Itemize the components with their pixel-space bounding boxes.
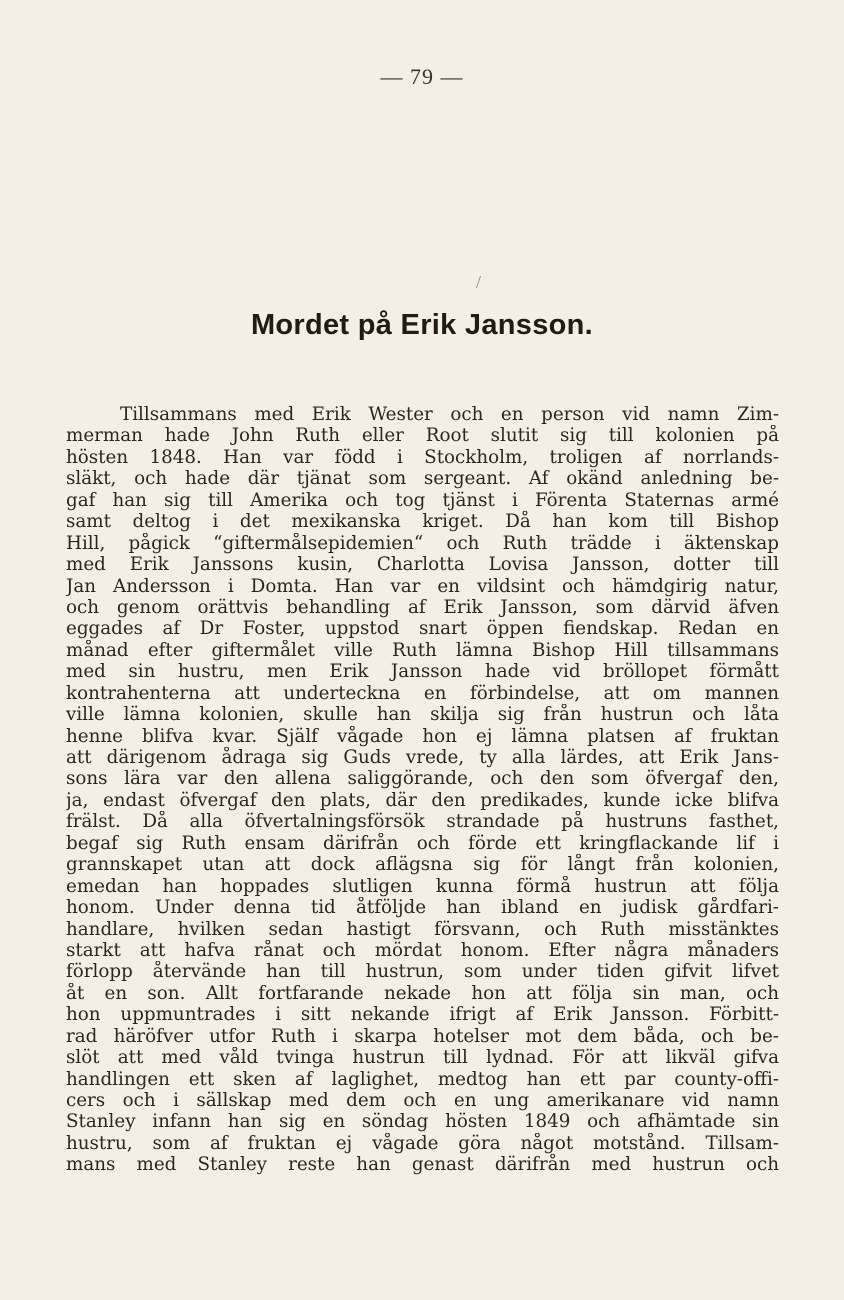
page-number: — 79 — [380, 64, 464, 89]
text-line: emedan han hoppades slutligen kunna förmå hustrun att följa [66, 875, 779, 897]
text-line: månad efter giftermålet ville Ruth lämna Bishop Hill tillsammans [66, 639, 779, 661]
text-line: Stanley infann han sig en söndag hösten 1849 och afhämtade sin [66, 1111, 779, 1133]
text-line: cers och i sällskap med dem och en ung amerikanare vid namn [66, 1090, 779, 1111]
text-line: starkt att hafva rånat och mördat honom. Efter några månaders [66, 939, 779, 961]
text-line: ville lämna kolonien, skulle han skilja sig från hustrun och låta [66, 704, 779, 726]
text-line: och genom orättvis behandling af Erik Jansson, som därvid äfven [66, 596, 779, 618]
text-line: merman hade John Ruth eller Root slutit sig till kolonien på [66, 425, 779, 447]
text-line: slöt att med våld tvinga hustrun till lydnad. För att likväl gifva [66, 1047, 779, 1069]
text-line: handlingen ett sken af laglighet, medtog han ett par county-offi- [66, 1068, 779, 1090]
text-line: åt en son. Allt fortfarande nekade hon att följa sin man, och [66, 982, 779, 1004]
text-line: frälst. Då alla öfvertalningsförsök strandade på hustruns fasthet, [66, 811, 779, 833]
text-line: eggades af Dr Foster, uppstod snart öppen fiendskap. Redan en [66, 618, 779, 640]
text-line: med Erik Janssons kusin, Charlotta Lovisa Jansson, dotter till [66, 554, 779, 576]
text-line: Tillsammans med Erik Wester och en person vid namn Zim- [120, 404, 779, 425]
text-line: kontrahenterna att underteckna en förbindelse, att om mannen [66, 682, 779, 704]
text-line: henne blifva kvar. Själf vågade hon ej lämna platsen af fruktan [66, 725, 779, 747]
text-line: honom. Under denna tid åtföljde han ibland en judisk gårdfari- [66, 897, 779, 919]
text-line: sons lära var den allena saliggörande, och den som öfvergaf den, [66, 768, 779, 790]
text-line: hustru, som af fruktan ej vågade göra något motstånd. Tillsam- [66, 1132, 779, 1154]
text-line: ja, endast öfvergaf den plats, där den predikades, kunde icke blifva [66, 789, 779, 811]
text-line: släkt, och hade där tjänat som sergeant. Af okänd anledning be- [66, 468, 779, 490]
text-line: Hill, pågick “giftermålsepidemien“ och Ruth trädde i äktenskap [66, 532, 779, 554]
body-paragraph [66, 404, 779, 1176]
text-line: förlopp återvände han till hustrun, som under tiden gifvit lifvet [66, 961, 779, 983]
text-line: begaf sig Ruth ensam därifrån och förde ett kringflackande lif i [66, 832, 779, 854]
chapter-title: Mordet på Erik Jansson. [250, 309, 594, 341]
text-line: rad häröfver utfor Ruth i skarpa hotelser mot dem båda, och be- [66, 1025, 779, 1047]
text-line: hösten 1848. Han var född i Stockholm, troligen af norrlands- [66, 446, 779, 468]
text-line: att därigenom ådraga sig Guds vrede, ty alla lärdes, att Erik Jans- [66, 747, 779, 768]
text-line: grannskapet utan att dock aflägsna sig för långt från kolonien, [66, 854, 779, 876]
text-line: Jan Andersson i Domta. Han var en vildsint och hämdgirig natur, [66, 575, 779, 597]
text-line: gaf han sig till Amerika och tog tjänst i Förenta Staternas armé [66, 489, 779, 511]
text-line: hon uppmuntrades i sitt nekande ifrigt af Erik Jansson. Förbitt- [66, 1004, 779, 1026]
text-line: med sin hustru, men Erik Jansson hade vid bröllopet förmått [66, 661, 779, 683]
text-line: mans med Stanley reste han genast därifrån med hustrun och [66, 1154, 779, 1176]
text-line: samt deltog i det mexikanska kriget. Då han kom till Bishop [66, 511, 779, 533]
pencil-mark: / [476, 272, 482, 292]
text-line: handlare, hvilken sedan hastigt försvann, och Ruth misstänktes [66, 918, 779, 940]
